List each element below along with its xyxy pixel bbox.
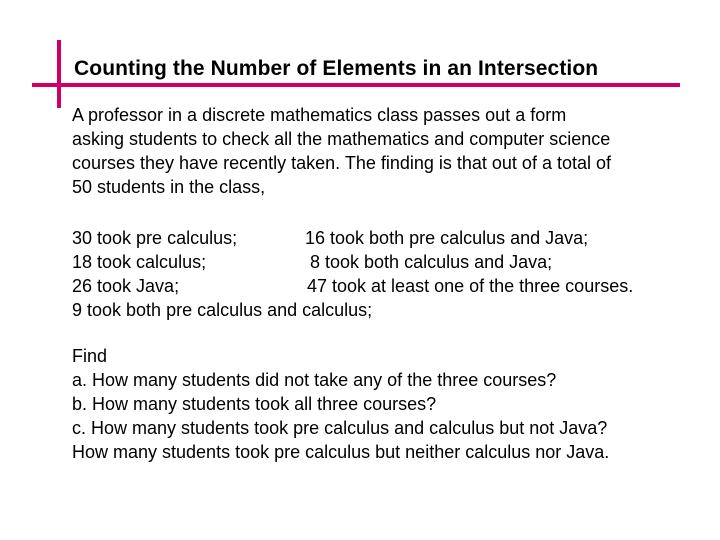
accent-vertical-bar	[57, 40, 61, 108]
question-item: b. How many students took all three courses?	[72, 394, 437, 414]
accent-horizontal-rule	[32, 83, 680, 87]
paragraph-line: asking students to check all the mathematics and computer science	[72, 129, 611, 149]
find-section	[72, 344, 609, 464]
fact-item: 30 took pre calculus;	[72, 228, 238, 248]
fact-item: 9 took both pre calculus and calculus;	[72, 300, 373, 320]
fact-item: 18 took calculus;	[72, 252, 207, 272]
question-item: c. How many students took pre calculus and calculus but not Java?	[72, 418, 608, 438]
fact-item: 26 took Java;	[72, 276, 180, 296]
slide-title: Counting the Number of Elements in an Intersection	[74, 57, 599, 80]
fact-item: 47 took at least one of the three courses.	[307, 276, 634, 296]
paragraph-line: 50 students in the class,	[72, 177, 266, 197]
fact-item: 16 took both pre calculus and Java;	[305, 228, 589, 248]
fact-item: 8 took both calculus and Java;	[310, 252, 553, 272]
paragraph-line: courses they have recently taken. The finding is that out of a total of	[72, 153, 611, 173]
find-heading: Find	[72, 346, 108, 366]
paragraph-line: A professor in a discrete mathematics class passes out a form	[72, 105, 567, 125]
question-item: a. How many students did not take any of the three courses?	[72, 370, 557, 390]
question-item: How many students took pre calculus but neither calculus nor Java.	[72, 442, 610, 462]
problem-paragraph	[72, 103, 674, 199]
